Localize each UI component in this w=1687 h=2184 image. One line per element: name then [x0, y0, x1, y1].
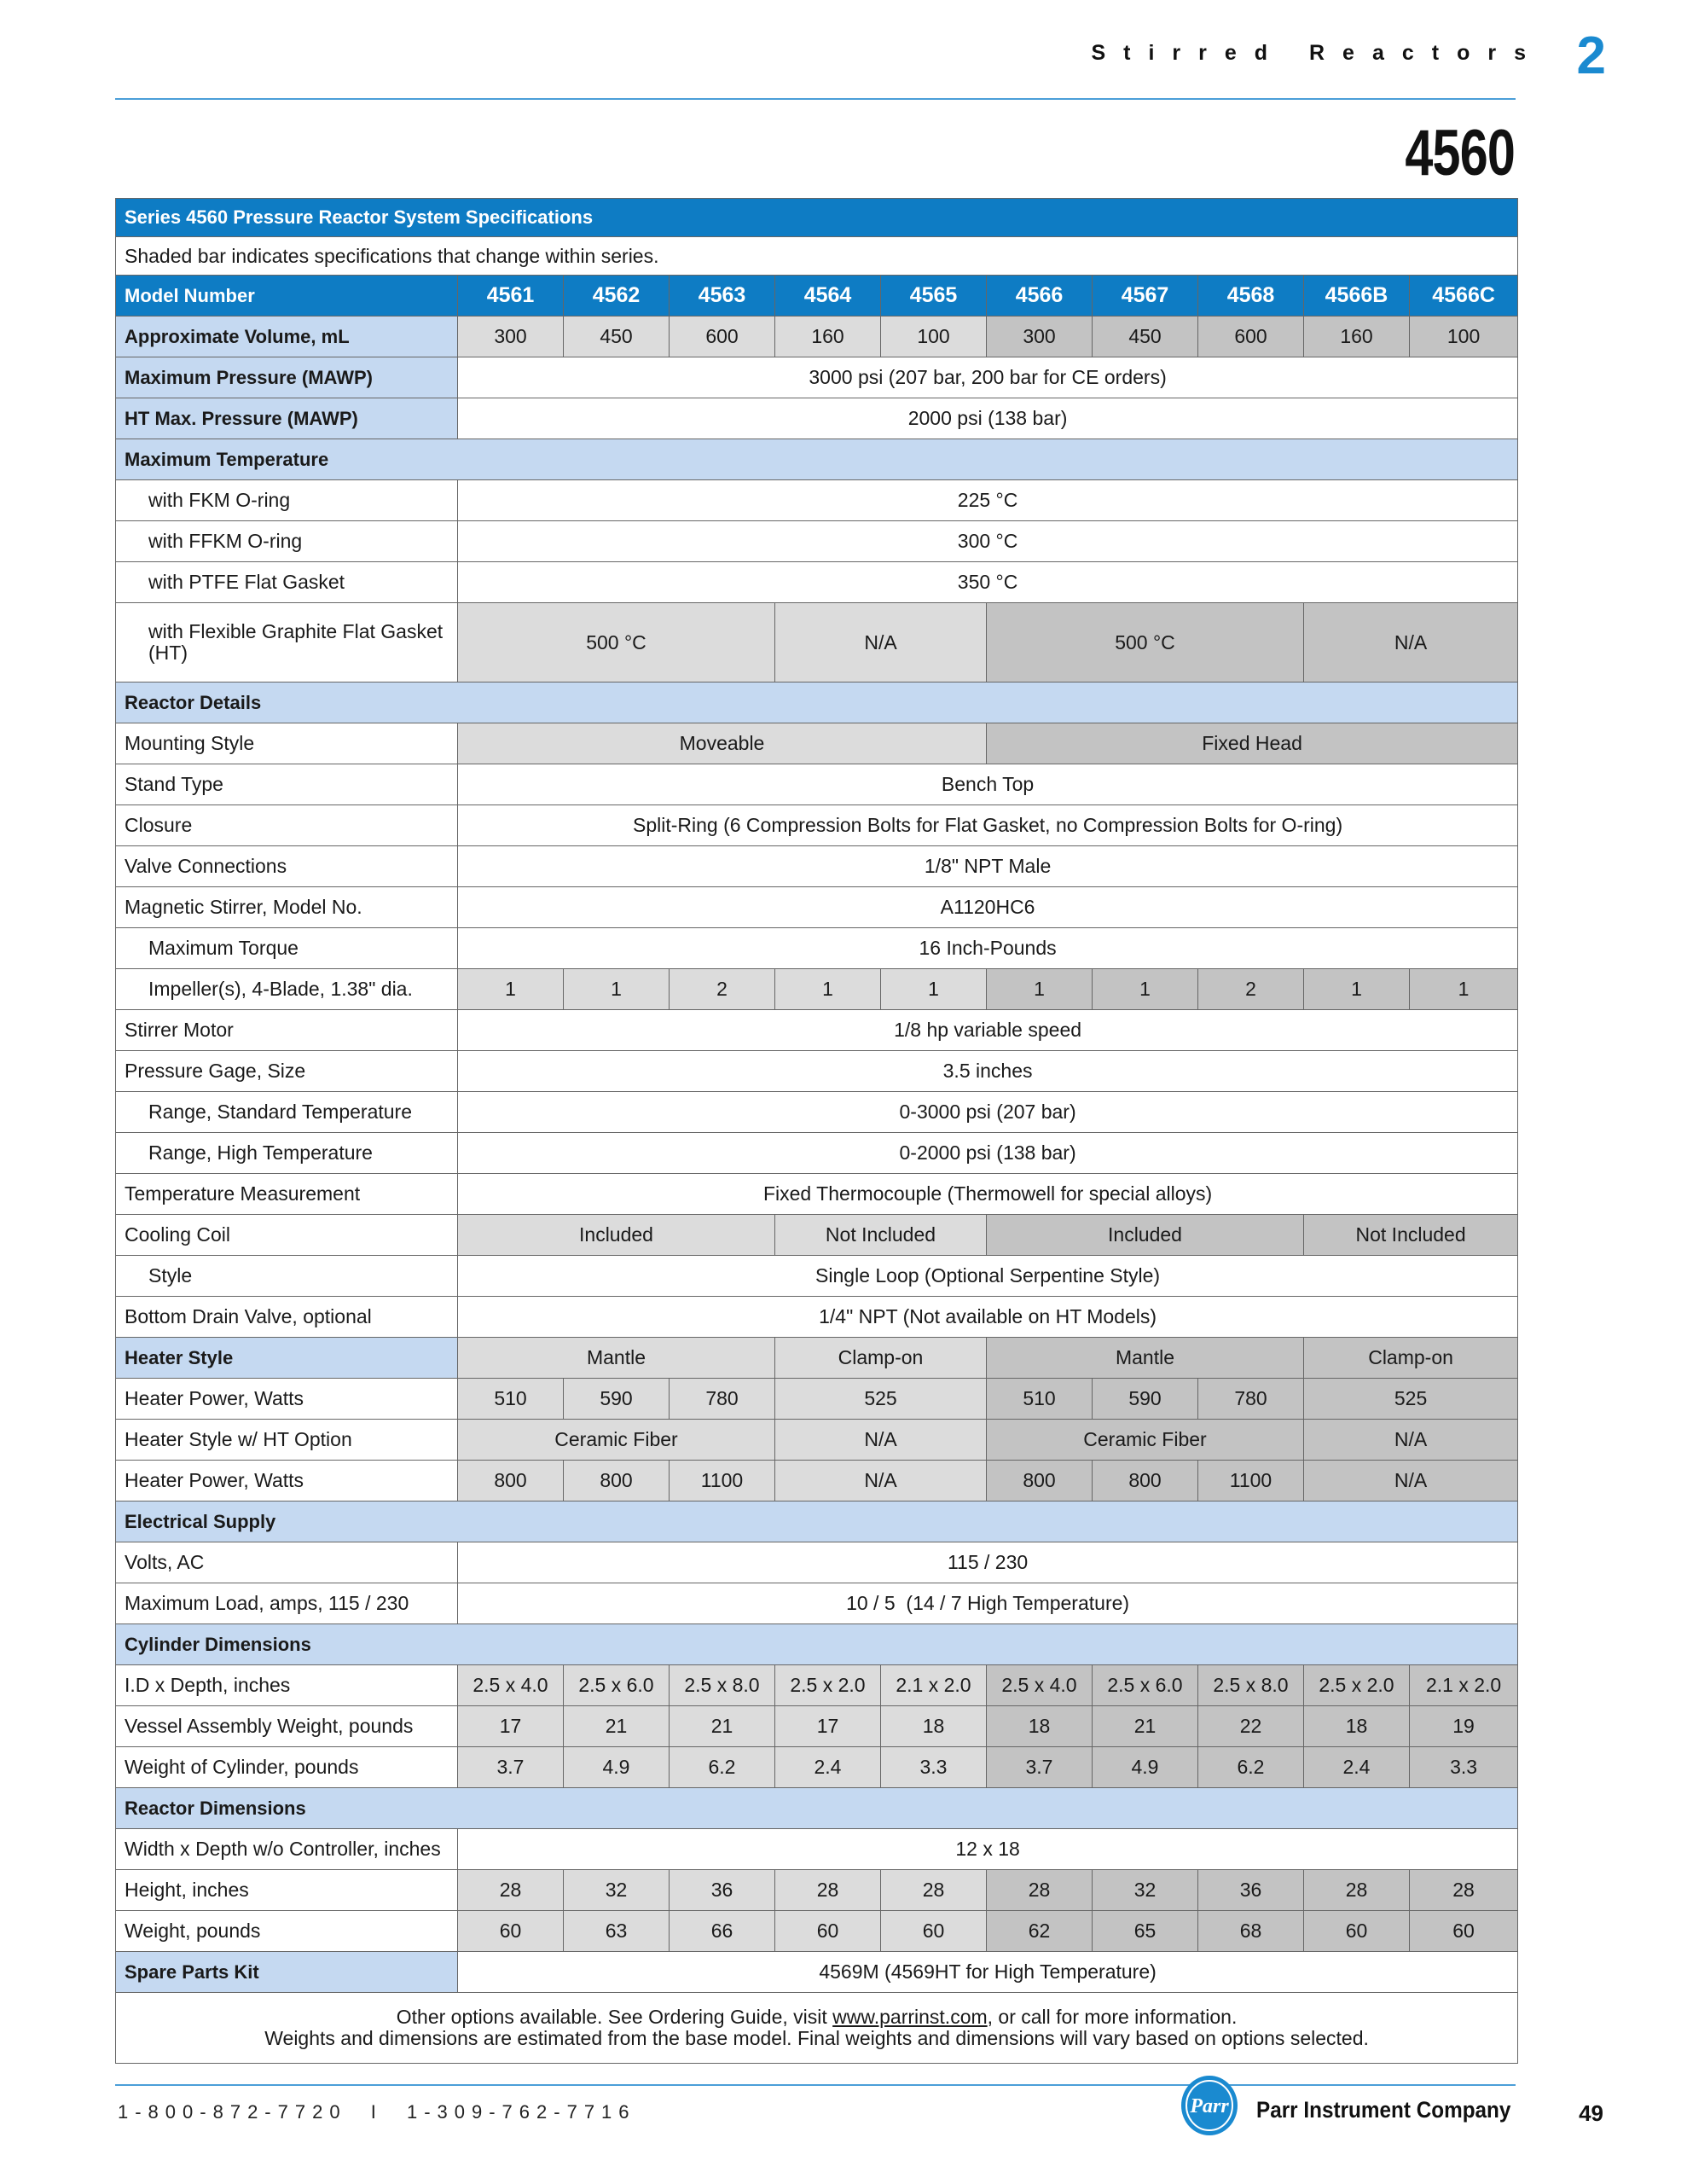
section-row [116, 439, 1518, 480]
value-cell: 2.4 [775, 1747, 881, 1788]
model-cell: 4563 [670, 276, 775, 317]
value-cell: 1 [458, 969, 564, 1010]
footnote-text: Weights and dimensions are estimated from the base model. Final weights and dimensions will vary based on options selected. [264, 2027, 1369, 2049]
row-label: Spare Parts Kit [116, 1952, 458, 1993]
row-label: Range, Standard Temperature [116, 1092, 458, 1133]
row-label: I.D x Depth, inches [116, 1665, 458, 1706]
footer-rule [115, 2084, 1516, 2086]
value-cell: 780 [670, 1379, 775, 1420]
row-label: Heater Power, Watts [116, 1379, 458, 1420]
impellers-row [116, 969, 1518, 1010]
value-cell: 1 [881, 969, 987, 1010]
table-note: Shaded bar indicates specifications that change within series. [116, 237, 1518, 276]
value-cell: 1/8 hp variable speed [458, 1010, 1518, 1051]
closure-row [116, 805, 1518, 846]
value-cell: 62 [987, 1911, 1093, 1952]
value-cell: N/A [775, 1420, 987, 1461]
section-electrical-supply: Electrical Supply [116, 1502, 1518, 1542]
row-label: Impeller(s), 4-Blade, 1.38" dia. [116, 969, 458, 1010]
row-label: Height, inches [116, 1870, 458, 1911]
value-cell: 500 °C [458, 603, 775, 682]
value-cell: 10 / 5 (14 / 7 High Temperature) [458, 1583, 1518, 1624]
heater-style-row [116, 1338, 1518, 1379]
value-cell: 21 [670, 1706, 775, 1747]
section-row [116, 1788, 1518, 1829]
model-cell: 4566 [987, 276, 1093, 317]
value-cell: 3.7 [458, 1747, 564, 1788]
value-cell: 2 [1198, 969, 1304, 1010]
value-cell: 4569M (4569HT for High Temperature) [458, 1952, 1518, 1993]
row-label: with FKM O-ring [116, 480, 458, 521]
section-max-temperature: Maximum Temperature [116, 439, 1518, 480]
value-cell: 100 [1410, 317, 1518, 357]
section-row [116, 1624, 1518, 1665]
weight-row [116, 1911, 1518, 1952]
stand-row [116, 764, 1518, 805]
row-label: Maximum Pressure (MAWP) [116, 357, 458, 398]
value-cell: 6.2 [670, 1747, 775, 1788]
value-cell: 32 [564, 1870, 670, 1911]
model-cell: 4562 [564, 276, 670, 317]
heater-ht-style-row [116, 1420, 1518, 1461]
fkm-row [116, 480, 1518, 521]
value-cell: 0-3000 psi (207 bar) [458, 1092, 1518, 1133]
value-cell: Not Included [775, 1215, 987, 1256]
value-cell: 60 [1410, 1911, 1518, 1952]
model-number-row [116, 276, 1518, 317]
width-depth-row [116, 1829, 1518, 1870]
value-cell: 1 [1093, 969, 1198, 1010]
value-cell: 115 / 230 [458, 1542, 1518, 1583]
ffkm-row [116, 521, 1518, 562]
value-cell: 65 [1093, 1911, 1198, 1952]
value-cell: 1 [1304, 969, 1410, 1010]
value-cell: 1100 [1198, 1461, 1304, 1502]
row-label: Temperature Measurement [116, 1174, 458, 1215]
value-cell: 4.9 [564, 1747, 670, 1788]
row-label: Weight, pounds [116, 1911, 458, 1952]
value-cell: 510 [458, 1379, 564, 1420]
graphite-row [116, 603, 1518, 682]
value-cell: 1/4" NPT (Not available on HT Models) [458, 1297, 1518, 1338]
torque-row [116, 928, 1518, 969]
table-title-row [116, 199, 1518, 237]
value-cell: Single Loop (Optional Serpentine Style) [458, 1256, 1518, 1297]
value-cell: 300 [458, 317, 564, 357]
ht-pressure-row [116, 398, 1518, 439]
series-number: 4560 [1405, 117, 1515, 189]
section-row [116, 682, 1518, 723]
table-title: Series 4560 Pressure Reactor System Specifications [116, 199, 1518, 237]
value-cell: 28 [775, 1870, 881, 1911]
value-cell: 18 [1304, 1706, 1410, 1747]
row-label: Heater Style w/ HT Option [116, 1420, 458, 1461]
value-cell: 28 [1304, 1870, 1410, 1911]
row-label: with Flexible Graphite Flat Gasket (HT) [116, 603, 458, 682]
row-label: Range, High Temperature [116, 1133, 458, 1174]
value-cell: 590 [1093, 1379, 1198, 1420]
value-cell: A1120HC6 [458, 887, 1518, 928]
value-cell: Moveable [458, 723, 987, 764]
value-cell: 12 x 18 [458, 1829, 1518, 1870]
row-label: Stand Type [116, 764, 458, 805]
volume-row [116, 317, 1518, 357]
value-cell: 28 [881, 1870, 987, 1911]
chapter-number: 2 [1576, 26, 1606, 85]
value-cell: 3000 psi (207 bar, 200 bar for CE orders) [458, 357, 1518, 398]
heater-power-row [116, 1379, 1518, 1420]
value-cell: Ceramic Fiber [987, 1420, 1304, 1461]
value-cell: 2.5 x 4.0 [987, 1665, 1093, 1706]
value-cell: 1 [1410, 969, 1518, 1010]
value-cell: 17 [458, 1706, 564, 1747]
value-cell: Clamp-on [1304, 1338, 1518, 1379]
drain-valve-row [116, 1297, 1518, 1338]
row-label: Maximum Load, amps, 115 / 230 [116, 1583, 458, 1624]
section-title: Stirred Reactors [1091, 41, 1544, 65]
row-label: Pressure Gage, Size [116, 1051, 458, 1092]
volts-row [116, 1542, 1518, 1583]
value-cell: 60 [881, 1911, 987, 1952]
value-cell: 32 [1093, 1870, 1198, 1911]
value-cell: 590 [564, 1379, 670, 1420]
value-cell: 800 [1093, 1461, 1198, 1502]
model-cell: 4561 [458, 276, 564, 317]
value-cell: 36 [1198, 1870, 1304, 1911]
phone-number: 1-800-872-7720 [118, 2101, 347, 2123]
value-cell: 60 [1304, 1911, 1410, 1952]
value-cell: 3.7 [987, 1747, 1093, 1788]
model-cell: 4565 [881, 276, 987, 317]
value-cell: 63 [564, 1911, 670, 1952]
value-cell: 2000 psi (138 bar) [458, 398, 1518, 439]
range-std-row [116, 1092, 1518, 1133]
value-cell: 21 [1093, 1706, 1198, 1747]
stirrer-row [116, 887, 1518, 928]
row-label: Magnetic Stirrer, Model No. [116, 887, 458, 928]
id-depth-row [116, 1665, 1518, 1706]
value-cell: 18 [987, 1706, 1093, 1747]
page-number: 49 [1579, 2100, 1603, 2126]
value-cell: 2.1 x 2.0 [1410, 1665, 1518, 1706]
value-cell: 68 [1198, 1911, 1304, 1952]
coil-style-row [116, 1256, 1518, 1297]
value-cell: 6.2 [1198, 1747, 1304, 1788]
value-cell: 2.5 x 2.0 [775, 1665, 881, 1706]
value-cell: 4.9 [1093, 1747, 1198, 1788]
row-label: Bottom Drain Valve, optional [116, 1297, 458, 1338]
value-cell: 800 [987, 1461, 1093, 1502]
value-cell: 525 [775, 1379, 987, 1420]
value-cell: Included [987, 1215, 1304, 1256]
row-label: Weight of Cylinder, pounds [116, 1747, 458, 1788]
row-label: Maximum Torque [116, 928, 458, 969]
section-reactor-details: Reactor Details [116, 682, 1518, 723]
gage-row [116, 1051, 1518, 1092]
value-cell: 510 [987, 1379, 1093, 1420]
row-label: Style [116, 1256, 458, 1297]
value-cell: 28 [987, 1870, 1093, 1911]
table-note-row [116, 237, 1518, 276]
logo-text: Parr [1190, 2095, 1229, 2117]
value-cell: 2.5 x 6.0 [564, 1665, 670, 1706]
assembly-weight-row [116, 1706, 1518, 1747]
row-label: Model Number [116, 276, 458, 317]
row-label: Width x Depth w/o Controller, inches [116, 1829, 458, 1870]
website-link[interactable]: www.parrinst.com [832, 2006, 988, 2028]
motor-row [116, 1010, 1518, 1051]
cooling-coil-row [116, 1215, 1518, 1256]
row-label: with FFKM O-ring [116, 521, 458, 562]
ptfe-row [116, 562, 1518, 603]
value-cell: 780 [1198, 1379, 1304, 1420]
value-cell: 60 [458, 1911, 564, 1952]
row-label: Valve Connections [116, 846, 458, 887]
value-cell: Not Included [1304, 1215, 1518, 1256]
max-pressure-row [116, 357, 1518, 398]
model-cell: 4567 [1093, 276, 1198, 317]
value-cell: 1 [775, 969, 881, 1010]
model-cell: 4566C [1410, 276, 1518, 317]
row-label: Heater Power, Watts [116, 1461, 458, 1502]
row-label: HT Max. Pressure (MAWP) [116, 398, 458, 439]
value-cell: 2 [670, 969, 775, 1010]
valves-row [116, 846, 1518, 887]
value-cell: 160 [775, 317, 881, 357]
height-row [116, 1870, 1518, 1911]
value-cell: Fixed Head [987, 723, 1518, 764]
value-cell: 450 [1093, 317, 1198, 357]
value-cell: N/A [1304, 603, 1518, 682]
header-rule [115, 98, 1516, 100]
row-label: Stirrer Motor [116, 1010, 458, 1051]
value-cell: Bench Top [458, 764, 1518, 805]
value-cell: Ceramic Fiber [458, 1420, 775, 1461]
row-label: Vessel Assembly Weight, pounds [116, 1706, 458, 1747]
heater-ht-power-row [116, 1461, 1518, 1502]
footnote-text: , or call for more information. [987, 2006, 1238, 2028]
value-cell: 525 [1304, 1379, 1518, 1420]
row-label: Approximate Volume, mL [116, 317, 458, 357]
value-cell: 2.5 x 2.0 [1304, 1665, 1410, 1706]
value-cell: 225 °C [458, 480, 1518, 521]
footnote-text: Other options available. See Ordering Guide, visit [396, 2006, 833, 2028]
value-cell: 1 [564, 969, 670, 1010]
value-cell: Mantle [987, 1338, 1304, 1379]
footnote [116, 1993, 1518, 2064]
value-cell: 66 [670, 1911, 775, 1952]
value-cell: 21 [564, 1706, 670, 1747]
value-cell: 300 [987, 317, 1093, 357]
spec-table [115, 198, 1518, 2064]
value-cell: 600 [1198, 317, 1304, 357]
value-cell: 800 [564, 1461, 670, 1502]
value-cell: N/A [775, 603, 987, 682]
value-cell: 100 [881, 317, 987, 357]
value-cell: N/A [775, 1461, 987, 1502]
value-cell: Clamp-on [775, 1338, 987, 1379]
value-cell: Fixed Thermocouple (Thermowell for special alloys) [458, 1174, 1518, 1215]
value-cell: 2.5 x 8.0 [670, 1665, 775, 1706]
spare-parts-row [116, 1952, 1518, 1993]
section-row [116, 1502, 1518, 1542]
value-cell: Mantle [458, 1338, 775, 1379]
value-cell: 1 [987, 969, 1093, 1010]
value-cell: 3.3 [881, 1747, 987, 1788]
value-cell: 2.5 x 8.0 [1198, 1665, 1304, 1706]
phone-separator: I [370, 2101, 383, 2123]
value-cell: 16 Inch-Pounds [458, 928, 1518, 969]
value-cell: Included [458, 1215, 775, 1256]
value-cell: N/A [1304, 1461, 1518, 1502]
model-cell: 4566B [1304, 276, 1410, 317]
cylinder-weight-row [116, 1747, 1518, 1788]
temp-measurement-row [116, 1174, 1518, 1215]
row-label: Closure [116, 805, 458, 846]
value-cell: 28 [458, 1870, 564, 1911]
value-cell: 800 [458, 1461, 564, 1502]
company-name: Parr Instrument Company [1256, 2097, 1511, 2123]
footnote-row [116, 1993, 1518, 2064]
value-cell: 1/8" NPT Male [458, 846, 1518, 887]
mounting-row [116, 723, 1518, 764]
parr-logo-icon [1179, 2073, 1240, 2138]
value-cell: 19 [1410, 1706, 1518, 1747]
row-label: Mounting Style [116, 723, 458, 764]
value-cell: 500 °C [987, 603, 1304, 682]
value-cell: 2.5 x 6.0 [1093, 1665, 1198, 1706]
value-cell: 160 [1304, 317, 1410, 357]
value-cell: 18 [881, 1706, 987, 1747]
phone-numbers [118, 2101, 636, 2123]
model-cell: 4564 [775, 276, 881, 317]
value-cell: N/A [1304, 1420, 1518, 1461]
value-cell: 17 [775, 1706, 881, 1747]
value-cell: 450 [564, 317, 670, 357]
value-cell: 60 [775, 1911, 881, 1952]
value-cell: 300 °C [458, 521, 1518, 562]
value-cell: 3.3 [1410, 1747, 1518, 1788]
value-cell: 22 [1198, 1706, 1304, 1747]
value-cell: 2.4 [1304, 1747, 1410, 1788]
value-cell: 0-2000 psi (138 bar) [458, 1133, 1518, 1174]
range-ht-row [116, 1133, 1518, 1174]
value-cell: 3.5 inches [458, 1051, 1518, 1092]
value-cell: 28 [1410, 1870, 1518, 1911]
row-label: Volts, AC [116, 1542, 458, 1583]
max-load-row [116, 1583, 1518, 1624]
value-cell: 1100 [670, 1461, 775, 1502]
row-label: Heater Style [116, 1338, 458, 1379]
section-cylinder-dimensions: Cylinder Dimensions [116, 1624, 1518, 1665]
section-reactor-dimensions: Reactor Dimensions [116, 1788, 1518, 1829]
value-cell: 600 [670, 317, 775, 357]
phone-number: 1-309-762-7716 [406, 2101, 636, 2123]
row-label: Cooling Coil [116, 1215, 458, 1256]
row-label: with PTFE Flat Gasket [116, 562, 458, 603]
value-cell: Split-Ring (6 Compression Bolts for Flat Gasket, no Compression Bolts for O-ring) [458, 805, 1518, 846]
value-cell: 2.1 x 2.0 [881, 1665, 987, 1706]
value-cell: 350 °C [458, 562, 1518, 603]
value-cell: 36 [670, 1870, 775, 1911]
model-cell: 4568 [1198, 276, 1304, 317]
value-cell: 2.5 x 4.0 [458, 1665, 564, 1706]
